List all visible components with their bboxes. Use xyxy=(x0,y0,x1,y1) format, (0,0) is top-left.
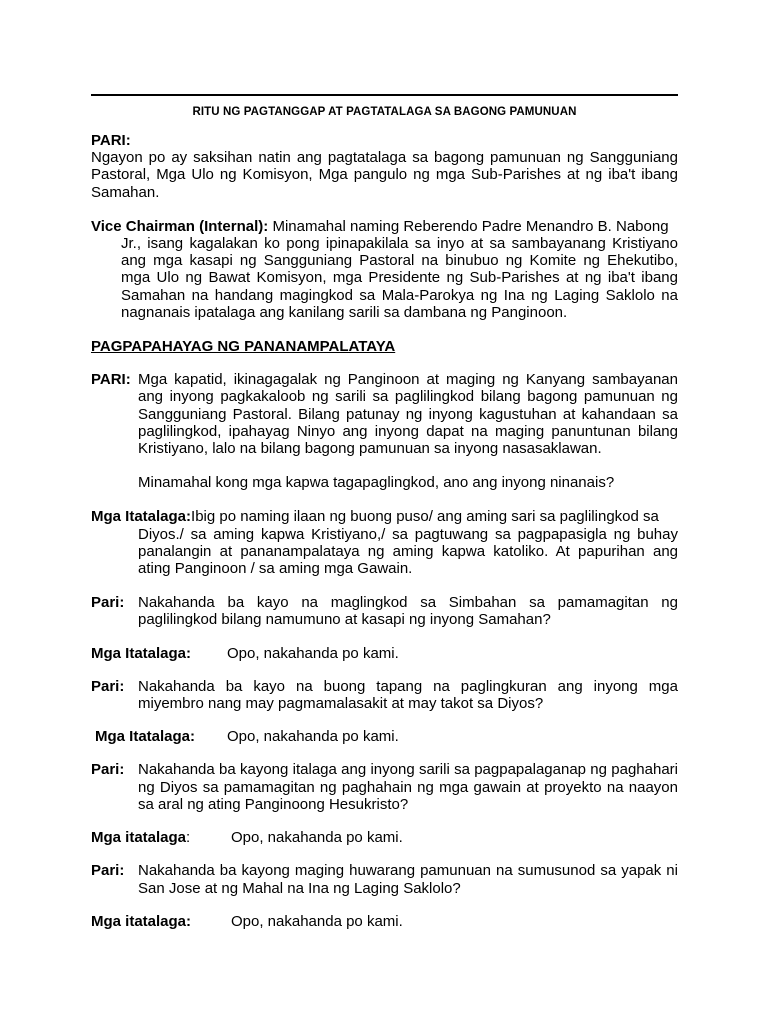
speaker-label: Vice Chairman (Internal): xyxy=(91,217,269,235)
document-page xyxy=(91,94,678,930)
speaker-label: Mga itatalaga: xyxy=(91,912,192,930)
section-pari-address xyxy=(91,371,678,457)
question-text: Nakahanda ba kayo na maglingkod sa Simbahan sa pamamagitan ng paglilingkod bilang namumuno at kasapi ng inyong Samahan? xyxy=(138,594,678,629)
speaker-label: PARI: xyxy=(91,371,131,389)
question-2 xyxy=(91,678,678,712)
speaker-label: Mga itatalaga xyxy=(91,829,187,847)
answer-text: Opo, nakahanda po kami. xyxy=(231,829,403,847)
speaker-label: Pari: xyxy=(91,761,125,779)
section-vice-chairman xyxy=(91,218,678,321)
answer-text: Opo, nakahanda po kami. xyxy=(227,728,399,746)
answer-2 xyxy=(91,728,678,745)
speaker-label: Mga Itatalaga: xyxy=(91,508,192,526)
section-heading: PAGPAPAHAYAG NG PANANAMPALATAYA xyxy=(91,338,396,356)
paragraph-rest: Jr., isang kagalakan ko pong ipinapakilala sa inyo at sa sambayanang Kristiyano ang mga kasapi ng Sangguniang Pastoral na binubuo ng Komite ng Ehekutibo, mga Ulo ng Bawat Komisyon, mga Presidente ng Sub-Parishes at ng iba't ibang Samahan na handang magingkod sa Mala-Parokya ng Ina ng Laging Saklolo na nagnanais ipatalaga ang kanilang sarili sa dambana ng Panginoon. xyxy=(121,235,678,321)
paragraph: Ngayon po ay saksihan natin ang pagtatalaga sa bagong pamunuan ng Sangguniang Pastoral, Mga Ulo ng Komisyon, Mga pangulo ng mga Sub-Parishes at ng iba't ibang Samahan. xyxy=(91,149,678,201)
paragraph-first-line: Minamahal naming Reberendo Padre Menandro B. Nabong xyxy=(272,217,669,235)
paragraph-rest: Diyos./ sa aming kapwa Kristiyano,/ sa pagtuwang sa pagpapasigla ng buhay panalangin at pananampalataya ng aming kapwa katoliko. At papurihan ang ating Panginoon / sa aming mga Gawain. xyxy=(138,525,678,578)
section-itatalaga-response xyxy=(91,508,678,577)
answer-text: Opo, nakahanda po kami. xyxy=(227,644,399,662)
answer-1 xyxy=(91,645,678,662)
question-text: Nakahanda ba kayo na buong tapang na paglingkuran ang inyong mga miyembro nang may pagmamalasakit at may takot sa Diyos? xyxy=(138,677,678,713)
answer-4 xyxy=(91,913,678,930)
question-3 xyxy=(91,761,678,813)
speaker-label: Pari: xyxy=(91,594,125,612)
answer-text: Opo, nakahanda po kami. xyxy=(231,912,403,930)
speaker-label: PARI: xyxy=(91,132,131,149)
question-text: Nakahanda ba kayong italaga ang inyong sarili sa pagpapalaganap ng paghahari ng Diyos sa pamamagitan ng paghahain ng mga gawain at proyekto na naayon sa aral ng ating Panginoong Hesukristo? xyxy=(138,761,678,813)
speaker-colon: : xyxy=(186,829,191,847)
speaker-label: Mga Itatalaga: xyxy=(91,644,192,662)
paragraph-first-line: Ibig po naming ilaan ng buong puso/ ang aming sari sa paglilingkod sa xyxy=(191,508,659,526)
paragraph: Mga kapatid, ikinagagalak ng Panginoon at maging ng Kanyang sambayanan ang inyong pagkakaloob ng sarili sa paglilingkod bilang bagong pamunuan ng Sangguniang Pastoral. Bilang patunay ng inyong kagustuhan at kahandaan sa paglilingkod, ipahayag Ninyo ang inyong dapat na maging panuntunan bilang Kristiyano, lalo na bilang bagong pamunuan sa inyong nasasaklawan. xyxy=(138,371,678,458)
paragraph-question: Minamahal kong mga kapwa tagapaglingkod, ano ang inyong ninanais? xyxy=(138,474,615,492)
top-rule xyxy=(91,94,678,96)
document-title: RITU NG PAGTANGGAP AT PAGTATALAGA SA BAGONG PAMUNUAN xyxy=(192,106,577,118)
speaker-label: Mga Itatalaga: xyxy=(95,728,196,746)
question-1 xyxy=(91,594,678,628)
question-4 xyxy=(91,862,678,896)
section-pari-intro xyxy=(91,132,678,201)
question-text: Nakahanda ba kayong maging huwarang pamunuan na sumusunod sa yapak ni San Jose at ng Mahal na Ina ng Laging Saklolo? xyxy=(138,862,678,897)
speaker-label: Pari: xyxy=(91,862,125,880)
answer-3 xyxy=(91,829,678,846)
speaker-label: Pari: xyxy=(91,677,125,695)
